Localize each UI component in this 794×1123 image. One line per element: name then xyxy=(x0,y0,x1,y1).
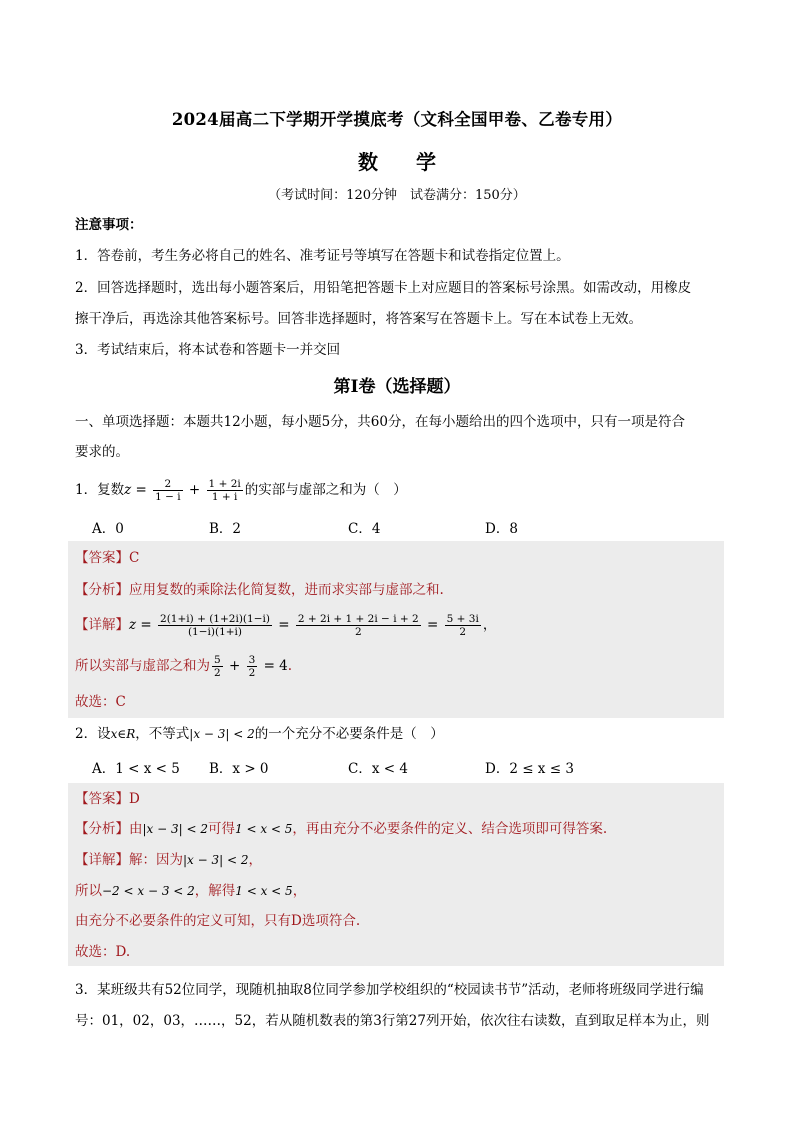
q1-l2-f1-den: 2 xyxy=(214,667,221,679)
q1-eq: = xyxy=(131,482,152,498)
q2-analysis-c: ，再由充分不必要条件的定义、结合选项即可得答案. xyxy=(292,821,608,837)
q1-option-d[interactable]: D．8 xyxy=(485,521,518,537)
section-title: 第I卷（选择题） xyxy=(333,377,461,397)
q2-line2-math-1: −2 < x − 3 < 2 xyxy=(102,884,195,898)
q1-detail-line2 xyxy=(75,650,292,682)
q2-detail-line2 xyxy=(75,881,306,901)
section-intro: 一、单项选择题：本题共12小题，每小题5分，共60分，在每小题给出的四个选项中，只有一项是符合 xyxy=(75,414,685,430)
q1-fraction-2 xyxy=(207,478,243,503)
q1-d3-num: 5 + 3i xyxy=(446,613,479,625)
q2-answer-value: D xyxy=(129,791,140,807)
q1-analysis-tag: 【分析】 xyxy=(75,582,129,598)
q1-fraction-1 xyxy=(153,478,183,503)
notice-item-3: 3．考试结束后，将本试卷和答题卡一并交回 xyxy=(75,342,341,358)
q1-option-c[interactable]: C．4 xyxy=(348,521,381,537)
q2-analysis xyxy=(75,819,607,839)
q2-analysis-a: 由 xyxy=(129,821,143,837)
q2-answer xyxy=(75,789,140,809)
q1-answer-tag: 【答案】 xyxy=(75,550,129,566)
question-3-line-1: 3．某班级共有52位同学，现随机抽取8位同学参加学校组织的“校园读书节”活动，老师将班级同学进行编 xyxy=(75,982,704,998)
q2-detail-a: 解：因为 xyxy=(129,852,183,868)
question-3-line-2: 号：01，02，03，……，52，若从随机数表的第3行第27列开始，依次往右读数，直到取足样本为止，则 xyxy=(75,1013,710,1029)
q1-line2-frac-1 xyxy=(212,654,223,679)
q1-answer-value: C xyxy=(129,550,140,566)
exam-title: 2024届高二下学期开学摸底考（文科全国甲卷、乙卷专用） xyxy=(171,110,623,129)
q1-detail xyxy=(75,608,496,642)
notice-item-2: 2．回答选择题时，选出每小题答案后，用铅笔把答题卡上对应题目的答案标号涂黑。如需改动，用橡皮 xyxy=(75,280,692,296)
q2-analysis-b: 可得 xyxy=(208,821,235,837)
q1-detail-comma: ， xyxy=(482,617,497,633)
q1-prefix: 1．复数 xyxy=(75,482,125,498)
q1-f2-num: 1 + 2i xyxy=(208,478,241,490)
q2-answer-box xyxy=(68,783,724,966)
q2-answer-tag: 【答案】 xyxy=(75,791,129,807)
q1-detail-frac-3 xyxy=(445,613,481,638)
subject-title: 数学 xyxy=(358,150,474,174)
q1-d1-den: (1−i)(1+i) xyxy=(187,626,243,638)
q1-detail-eq3: = xyxy=(422,617,443,633)
q1-f1-num: 2 xyxy=(153,478,183,491)
q2-line2-a: 所以 xyxy=(75,883,102,899)
q2-detail-math: |x − 3| < 2 xyxy=(183,853,249,867)
q1-plus: + xyxy=(184,482,205,498)
q2-inequality: |x − 3| < 2 xyxy=(189,727,255,741)
q1-detail-tag: 【详解】 xyxy=(75,617,129,633)
q1-analysis xyxy=(75,580,444,600)
notice-item-2-cont: 擦干净后，再选涂其他答案标号。回答非选择题时，将答案写在答题卡上。写在本试卷上无效。 xyxy=(75,311,642,327)
q1-option-b[interactable]: B．2 xyxy=(209,521,242,537)
q1-detail-frac-1 xyxy=(158,613,272,638)
q2-line2-c: ， xyxy=(292,883,307,899)
q1-line2-result: = 4 xyxy=(259,658,288,674)
q1-line2-plus: + xyxy=(224,658,245,674)
q2-option-d[interactable]: D．2 ≤ x ≤ 3 xyxy=(485,761,574,777)
notice-heading: 注意事项： xyxy=(75,217,143,233)
q1-l2-f2-den: 2 xyxy=(248,667,256,679)
q1-detail-var: z xyxy=(129,617,137,633)
question-2 xyxy=(75,724,725,744)
section-intro-cont: 要求的。 xyxy=(75,444,129,460)
q2-detail-b: ， xyxy=(248,852,262,868)
q1-f2-den: 1 + i xyxy=(211,491,238,503)
q1-choose: 故选：C xyxy=(75,694,126,710)
q2-prefix: 2．设 xyxy=(75,726,111,742)
q2-line2-math-2: 1 < x < 5 xyxy=(235,884,293,898)
q2-choose: 故选：D. xyxy=(75,944,131,960)
question-1 xyxy=(75,476,725,504)
q1-l2-f2-num: 3 xyxy=(248,654,256,666)
q2-condition: x∈R xyxy=(110,727,136,741)
q1-line2-frac-2 xyxy=(247,654,258,679)
q1-line2-end: . xyxy=(287,658,293,674)
q1-line2-prefix: 所以实部与虚部之和为 xyxy=(75,658,210,674)
q2-detail xyxy=(75,850,262,870)
q1-options xyxy=(92,517,712,537)
q1-d3-den: 2 xyxy=(459,626,467,638)
q2-detail-tag: 【详解】 xyxy=(75,852,129,868)
q2-analysis-tag: 【分析】 xyxy=(75,821,129,837)
q1-d2-num: 2 + 2i + 1 + 2i − i + 2 xyxy=(297,613,419,625)
q1-answer xyxy=(75,548,139,568)
q1-d1-num: 2(1+i) + (1+2i)(1−i) xyxy=(160,613,270,625)
q2-line2-b: ，解得 xyxy=(194,883,236,899)
q2-option-b[interactable]: B．x > 0 xyxy=(209,761,269,777)
q2-analysis-math-1: |x − 3| < 2 xyxy=(142,822,208,836)
q2-option-c[interactable]: C．x < 4 xyxy=(348,761,408,777)
q1-var: z xyxy=(124,482,132,498)
q1-suffix: 的实部与虚部之和为（ ） xyxy=(244,482,407,498)
q1-detail-eq: = xyxy=(136,617,157,633)
notice-item-1: 1．答卷前，考生务必将自己的姓名、准考证号等填写在答题卡和试卷指定位置上。 xyxy=(75,248,570,264)
q1-f1-den: 1 − i xyxy=(155,491,181,503)
q2-suffix: 的一个充分不必要条件是（ ） xyxy=(254,726,444,742)
q2-options xyxy=(92,757,712,777)
q1-option-a[interactable]: A．0 xyxy=(92,521,124,537)
q1-l2-f1-num: 5 xyxy=(214,654,221,666)
q2-detail-line3: 由充分不必要条件的定义可知，只有D选项符合. xyxy=(75,913,361,929)
q1-analysis-text: 应用复数的乘除法化简复数，进而求实部与虚部之和. xyxy=(129,582,444,598)
q1-d2-den: 2 xyxy=(354,626,362,638)
q2-mid: ，不等式 xyxy=(135,726,190,742)
q2-analysis-math-2: 1 < x < 5 xyxy=(235,822,293,836)
q1-detail-frac-2 xyxy=(296,613,421,638)
q2-option-a[interactable]: A．1 < x < 5 xyxy=(92,761,180,777)
exam-info: （考试时间：120分钟 试卷满分：150分） xyxy=(268,188,526,203)
q1-detail-eq2: = xyxy=(273,617,294,633)
